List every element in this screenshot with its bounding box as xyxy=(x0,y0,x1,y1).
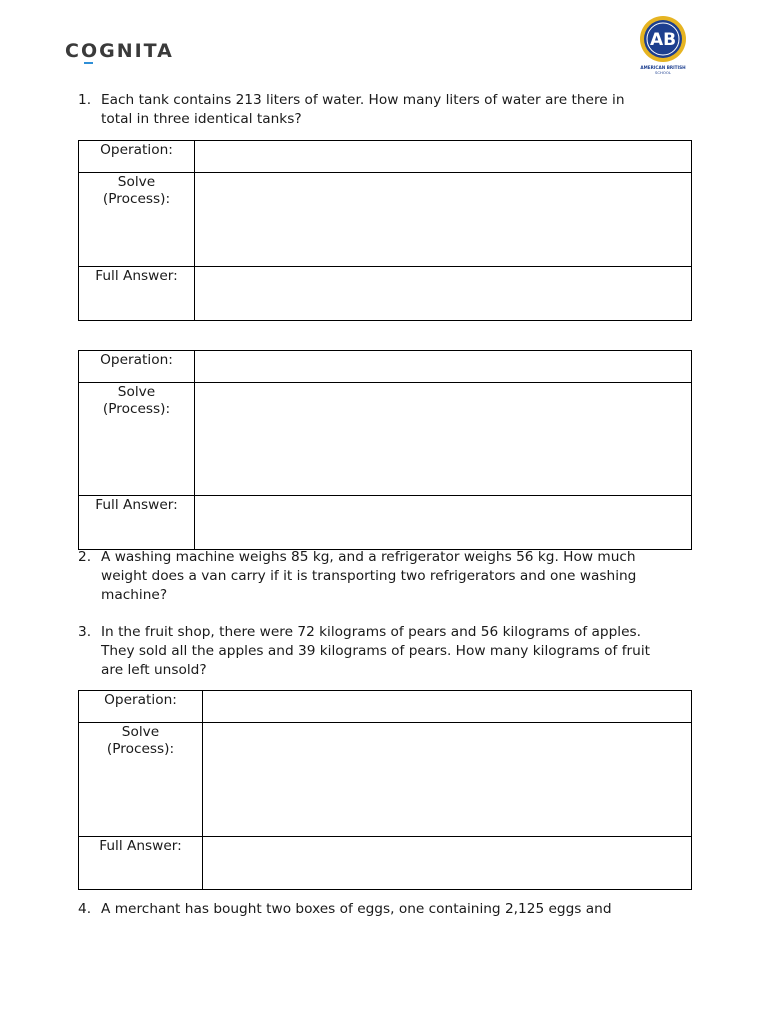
question-text-line: They sold all the apples and 39 kilograms of pears. How many kilograms of fruit xyxy=(101,643,650,659)
full-answer-label: Full Answer: xyxy=(79,267,195,321)
operation-label: Operation: xyxy=(79,351,195,383)
operation-field[interactable] xyxy=(203,691,692,723)
solve-field[interactable] xyxy=(195,173,692,267)
solve-label: Solve (Process): xyxy=(79,173,195,267)
question-text-line: are left unsold? xyxy=(101,662,207,678)
question-text-line: total in three identical tanks? xyxy=(101,111,302,127)
svg-text:AMERICAN BRITISH: AMERICAN BRITISH xyxy=(640,65,686,70)
answer-table-3 xyxy=(78,690,692,890)
full-answer-field[interactable] xyxy=(195,267,692,321)
svg-text:AB: AB xyxy=(649,30,677,50)
solve-label: Solve (Process): xyxy=(79,383,195,496)
solve-label: Solve (Process): xyxy=(79,723,203,837)
question-text-line: A washing machine weighs 85 kg, and a refrigerator weighs 56 kg. How much xyxy=(101,549,636,565)
question-text-line: weight does a van carry if it is transporting two refrigerators and one washing xyxy=(101,568,637,584)
question-number: 4. xyxy=(78,901,92,917)
question-text-line: Each tank contains 213 liters of water. How many liters of water are there in xyxy=(101,92,625,108)
operation-label: Operation: xyxy=(79,141,195,173)
full-answer-field[interactable] xyxy=(203,837,692,890)
operation-label: Operation: xyxy=(79,691,203,723)
operation-field[interactable] xyxy=(195,141,692,173)
solve-field[interactable] xyxy=(195,383,692,496)
question-3 xyxy=(78,623,698,683)
question-4 xyxy=(78,900,698,920)
question-2 xyxy=(78,548,698,608)
full-answer-label: Full Answer: xyxy=(79,496,195,550)
svg-text:SCHOOL: SCHOOL xyxy=(654,70,672,75)
question-number: 2. xyxy=(78,549,92,565)
cognita-logo: COGNITA xyxy=(65,40,174,62)
solve-field[interactable] xyxy=(203,723,692,837)
operation-field[interactable] xyxy=(195,351,692,383)
question-number: 3. xyxy=(78,624,92,640)
full-answer-field[interactable] xyxy=(195,496,692,550)
question-text-line: A merchant has bought two boxes of eggs, one containing 2,125 eggs and xyxy=(101,901,612,917)
question-number: 1. xyxy=(78,92,92,108)
full-answer-label: Full Answer: xyxy=(79,837,203,890)
cognita-logo-accent xyxy=(84,62,93,64)
school-seal-logo xyxy=(638,15,688,75)
question-1 xyxy=(78,91,698,131)
answer-table-2 xyxy=(78,350,692,550)
question-text-line: In the fruit shop, there were 72 kilograms of pears and 56 kilograms of apples. xyxy=(101,624,642,640)
answer-table-1 xyxy=(78,140,692,321)
question-text-line: machine? xyxy=(101,587,168,603)
